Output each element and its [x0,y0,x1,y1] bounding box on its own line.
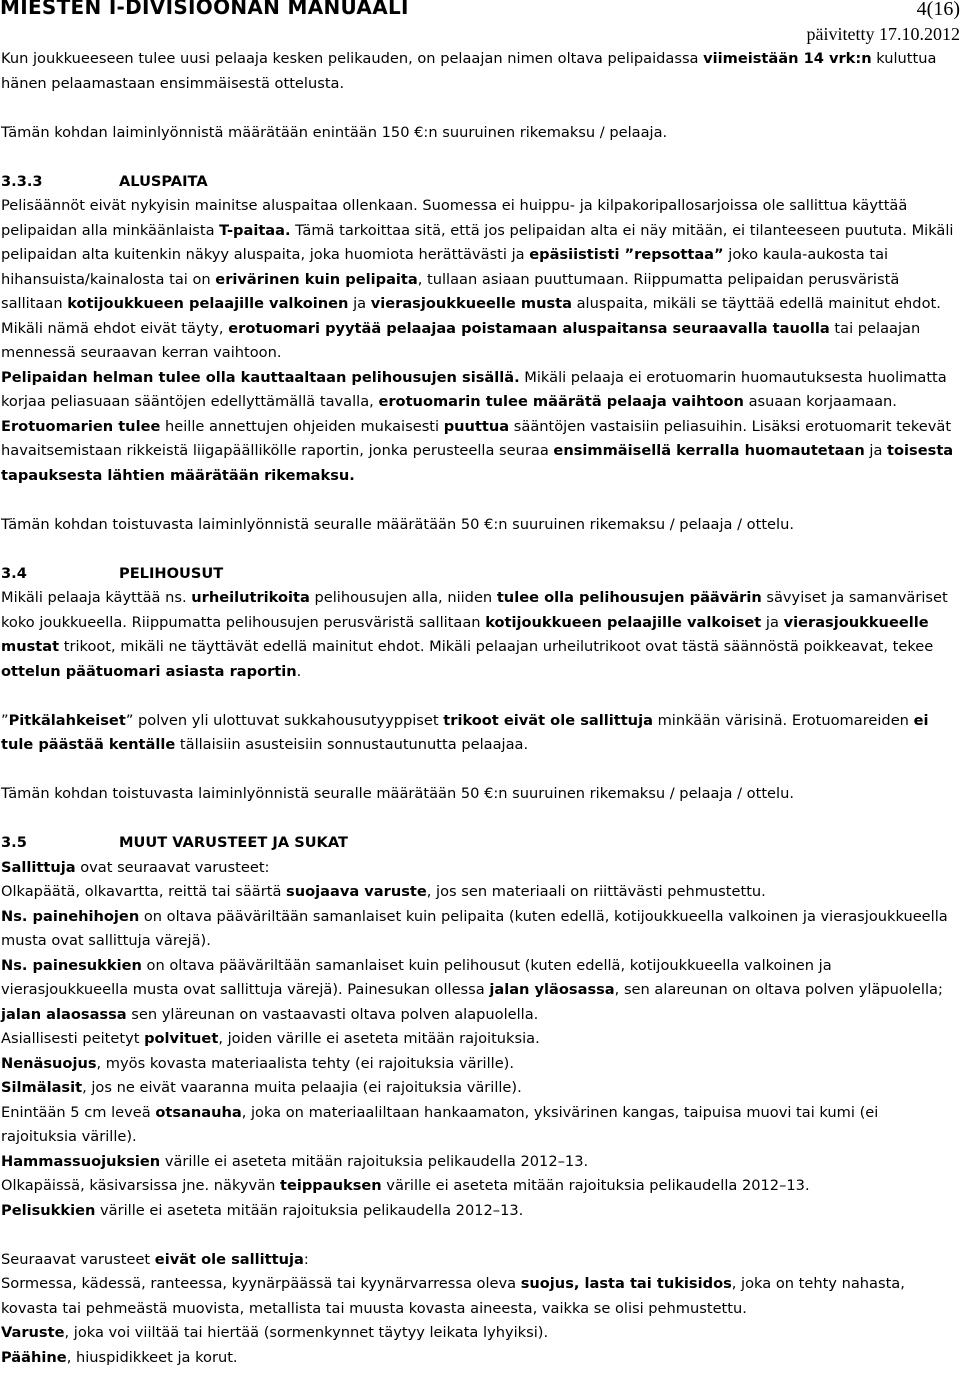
bold-text-run: polvituet [144,1030,219,1047]
bold-text-run: erivärinen kuin pelipaita [215,270,418,288]
text-run: ” polven yli ulottuvat sukkahousutyyppiset [125,711,444,729]
blank-line [1,96,957,121]
text-run: Mikäli pelaaja ei erotuomarin huomautuksesta huolimatta korjaa peliasuaan sääntöjen edellyttämällä tavalla, [1,368,947,410]
text-run: tällaisiin asusteisiin sonnustautunutta pelaajaa. [175,736,529,753]
text-run: : [303,1250,309,1268]
text-run: minkään värisinä. Erotuomareiden [652,711,914,729]
bold-text-run: ensimmäisellä kerralla huomautetaan [553,442,865,459]
blank-line [1,758,957,783]
section-number: 3.3.3 [1,172,43,190]
text-run: , myös kovasta materiaalista tehty (ei rajoituksia värille). [96,1054,515,1072]
text-run: Tämän kohdan laiminlyönnistä määrätään enintään 150 €:n suuruinen rikemaksu / pelaaja. [1,123,668,141]
paragraph [1,856,957,881]
text-run: , jos ne eivät vaaranna muita pelaajia (ei rajoituksia värille). [82,1079,522,1096]
paragraph [1,513,957,538]
text-run: aluspaita, mikäli se täyttää edellä mainitut ehdot. Mikäli nämä ehdot eivät täyty, [1,295,941,337]
paragraph [1,880,957,905]
bold-text-run: Sallittuja [1,858,76,876]
bold-text-run: suojaava varuste [286,883,427,900]
document-title: MIESTEN I-DIVISIOONAN MANUAALI [0,0,409,19]
bold-text-run: jalan alaosassa [1,1005,127,1023]
text-run: heille annettujen ohjeiden mukaisesti [160,417,444,435]
text-run: Tämä tarkoittaa sitä, että jos pelipaidan alta ei näy mitään, ei tilanteeseen puututa. Mikäli pelipaidan alta kuitenkin näkyy aluspaita, joka huomiota herättävästi ja [1,221,954,263]
text-run: on oltava pääväriltään samanlaiset kuin pelipaita (kuten edellä, kotijoukkueella valkoinen ja vierasjoukkueella musta ovat sallittuja värejä). [1,907,948,949]
paragraph [1,121,957,146]
paragraph [1,1272,957,1321]
text-run: ja [348,295,371,312]
text-run: , joka on tehty nahasta, kovasta tai pehmeästä muovista, metallista tai muusta kovasta aineesta, vaikka se olisi pehmustettu. [1,1275,905,1317]
paragraph [1,1027,957,1052]
bold-text-run: kotijoukkueen pelaajille valkoiset [485,613,762,631]
update-date: päivitetty 17.10.2012 [806,24,960,44]
bold-text-run: erotuomari pyytää pelaajaa poistamaan aluspaitansa seuraavalla tauolla [228,319,830,337]
text-run: sävyiset ja samanväriset koko joukkueella. Riippumatta pelihousujen perusväristä sallitaan [1,589,948,631]
text-run: ja [761,613,784,631]
paragraph [1,1321,957,1346]
bold-text-run: ottelun päätuomari asiasta raportin [1,662,297,680]
bold-text-run: Pelipaidan helman tulee olla kauttaaltaan pelihousujen sisällä. [1,368,520,386]
paragraph [1,1101,957,1150]
section-title: MUUT VARUSTEET JA SUKAT [119,834,348,851]
text-run: , joiden värille ei aseteta mitään rajoituksia. [218,1030,540,1047]
paragraph [1,1174,957,1199]
text-run: tai pelaajan mennessä seuraavan kerran vaihtoon. [1,319,921,361]
section-number: 3.5 [1,834,27,851]
bold-text-run: trikoot eivät ole sallittuja [443,711,653,729]
bold-text-run: eivät ole sallittuja [154,1250,304,1268]
bold-text-run: Ns. painesukkien [1,956,142,974]
paragraph [1,709,957,758]
section-heading-3-4 [1,562,957,587]
section-title: PELIHOUSUT [119,564,224,582]
bold-text-run: Silmälasit [1,1079,83,1096]
text-run: Asiallisesti peitetyt [1,1030,145,1047]
bold-text-run: Erotuomarien tulee [1,417,161,435]
paragraph [1,905,957,954]
section-heading-3-5 [1,831,957,856]
text-run: trikoot, mikäli ne täyttävät edellä mainitut ehdot. Mikäli pelaajan urheilutrikoot ovat tästä säännöstä poikkeavat, tekee [59,638,934,655]
text-run: värille ei aseteta mitään rajoituksia pelikaudella 2012–13. [381,1177,810,1194]
paragraph [1,586,957,684]
text-run: asuaan korjaamaan. [743,393,897,410]
text-run: värille ei aseteta mitään rajoituksia pelikaudella 2012–13. [160,1152,589,1170]
text-run: joko kaula-aukosta tai hihansuista/kainalosta tai on [1,246,889,288]
text-run: sääntöjen vastaisiin peliasuihin. Lisäksi erotuomarit tekevät havaitsemistaan rikkeistä liigapäällikölle raportin, jonka perusteella seuraa [1,417,952,459]
text-run: värille ei aseteta mitään rajoituksia pelikaudella 2012–13. [95,1201,524,1219]
bold-text-run: puuttua [443,417,510,435]
text-run: Tämän kohdan toistuvasta laiminlyönnistä seuralle määrätään 50 €:n suuruinen rikemaksu / pelaaja / ottelu. [1,785,794,802]
text-run: kuluttua hänen pelaamastaan ensimmäisestä ottelusta. [1,50,937,92]
text-run: ja [864,442,888,459]
paragraph [1,366,957,415]
section-number: 3.4 [1,564,27,582]
text-run: Tämän kohdan toistuvasta laiminlyönnistä seuralle määrätään 50 €:n suuruinen rikemaksu / pelaaja / ottelu. [1,515,794,533]
bold-text-run: jalan yläosassa [489,981,615,998]
bold-text-run: Nenäsuojus [1,1054,97,1072]
blank-line [1,684,957,709]
bold-text-run: urheilutrikoita [191,589,310,606]
paragraph [1,194,957,366]
bold-text-run: Päähine [1,1348,67,1366]
text-run: Olkapäätä, olkavartta, reittä tai säärtä [1,883,287,900]
text-run: Olkapäissä, käsivarsissa jne. näkyvän [1,1177,280,1194]
bold-text-run: T-paitaa. [219,221,291,239]
bold-text-run: Ns. painehihojen [1,907,140,925]
text-run: sen yläreunan on vastaavasti oltava polven alapuolella. [126,1005,539,1023]
text-run: ovat seuraavat varusteet: [75,858,270,876]
blank-line [1,488,957,513]
page-number: 4(16) [916,0,960,20]
bold-text-run: Pitkälahkeiset [8,711,126,729]
section-heading-3-3-3 [1,170,957,195]
text-run: Seuraavat varusteet [1,1250,155,1268]
paragraph [1,1346,957,1371]
bold-text-run: tulee olla pelihousujen päävärin [496,589,762,606]
text-run: , sen alareunan on oltava polven yläpuolella; [614,981,943,998]
bold-text-run: vierasjoukkueelle mustat [1,613,929,655]
paragraph [1,47,957,96]
paragraph [1,1199,957,1224]
blank-line [1,145,957,170]
paragraph [1,415,957,489]
text-run: Sormessa, kädessä, ranteessa, kyynärpäässä tai kyynärvarressa oleva [1,1275,521,1292]
bold-text-run: otsanauha [155,1103,242,1121]
text-run: , joka voi viiltää tai hiertää (sormenkynnet täytyy leikata lyhyiksi). [64,1324,549,1341]
text-run: on oltava pääväriltään samanlaiset kuin pelihousut (kuten edellä, kotijoukkueella valkoinen ja vierasjoukkueella musta ovat sallittuja värejä). Painesukan ollessa [1,956,832,998]
blank-line [1,807,957,832]
bold-text-run: vierasjoukkueelle musta [370,295,572,312]
bold-text-run: Pelisukkien [1,1201,96,1219]
text-run: , jos sen materiaali on riittävästi pehmustettu. [426,883,766,900]
paragraph [1,954,957,1028]
paragraph [1,1150,957,1175]
text-run: , joka on materiaaliltaan hankaamaton, yksivärinen kangas, taipuisa muovi tai kumi (ei rajoituksia värille). [1,1103,879,1145]
bold-text-run: erotuomarin tulee määrätä pelaaja vaihtoon [378,393,744,410]
paragraph [1,1052,957,1077]
bold-text-run: epäsiististi ”repsottaa” [529,246,724,263]
section-title: ALUSPAITA [119,172,208,190]
blank-line [1,537,957,562]
text-run: ” [1,711,9,729]
text-run: , tullaan asiaan puuttumaan. Riippumatta pelipaidan perusväristä sallitaan [1,270,900,312]
paragraph [1,1248,957,1273]
text-run: , hiuspidikkeet ja korut. [66,1348,238,1366]
text-run: pelihousujen alla, niiden [309,589,497,606]
paragraph [1,782,957,807]
text-run: Enintään 5 cm leveä [1,1103,156,1121]
bold-text-run: ei tule päästää kentälle [1,711,929,753]
text-run: Mikäli pelaaja käyttää ns. [1,589,192,606]
bold-text-run: kotijoukkueen pelaajille valkoinen [67,295,349,312]
text-run: Kun joukkueeseen tulee uusi pelaaja kesken pelikauden, on pelaajan nimen oltava pelipaidassa [1,50,704,67]
blank-line [1,1223,957,1248]
bold-text-run: Varuste [1,1324,65,1341]
bold-text-run: teippauksen [279,1177,382,1194]
paragraph [1,1076,957,1101]
text-run: Pelisäännöt eivät nykyisin mainitse aluspaitaa ollenkaan. Suomessa ei huippu- ja kilpakoripallosarjoissa ole sallittua käyttää pelipaidan alla minkäänlaista [1,197,908,239]
bold-text-run: toisesta tapauksesta lähtien määrätään rikemaksu. [1,442,954,484]
text-run: . [296,662,302,680]
bold-text-run: Hammassuojuksien [1,1152,161,1170]
bold-text-run: viimeistään 14 vrk:n [703,50,872,67]
document-body [1,47,957,1370]
bold-text-run: suojus, lasta tai tukisidos [520,1275,732,1292]
